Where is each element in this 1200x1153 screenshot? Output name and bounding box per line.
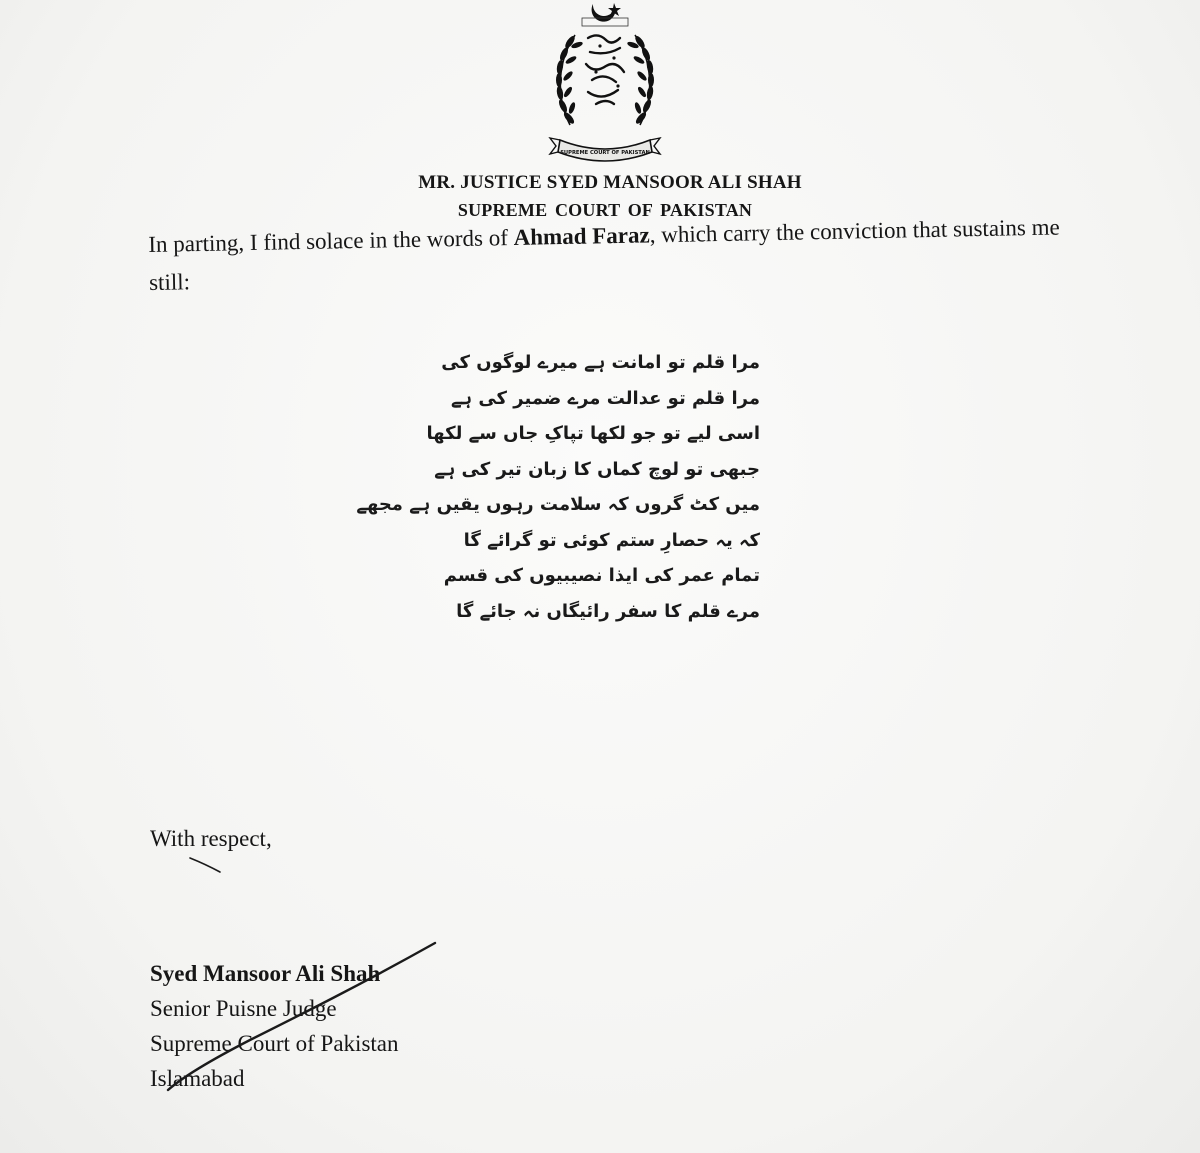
poem-line: میں کٹ گروں کہ سلامت رہوں یقیں ہے مجھے: [356, 494, 760, 515]
intro-text-after: , which carry the conviction that sustains me still:: [148, 214, 1060, 295]
signatory-city: Islamabad: [150, 1066, 245, 1091]
poem-line: مرا قلم تو امانت ہے میرے لوگوں کی: [441, 352, 760, 373]
poem-line: مرا قلم تو عدالت مرے ضمیر کی ہے: [450, 387, 760, 409]
poem-line: تمام عمر کی ایذا نصیبیوں کی قسم: [443, 565, 760, 586]
emblem-band-text: SUPREME COURT OF PAKISTAN: [560, 150, 650, 156]
poet-name: Ahmad Faraz: [513, 222, 650, 250]
poem-line: اسی لیے تو جو لکھا تپاکِ جاں سے لکھا: [426, 423, 760, 444]
closing-salutation: With respect,: [150, 826, 272, 851]
letterhead-court: SUPREME COURT OF PAKISTAN: [457, 200, 753, 220]
poem-line: مرے قلم کا سفر رائیگاں نہ جائے گا: [456, 600, 760, 622]
signatory-court: Supreme Court of Pakistan: [150, 1031, 399, 1056]
intro-text-before: In parting, I find solace in the words of: [148, 224, 514, 257]
signatory-name: Syed Mansoor Ali Shah: [150, 961, 381, 986]
poem-line: جبھی تو لوچ کماں کا زبان تیر کی ہے: [434, 458, 760, 480]
supreme-court-emblem-icon: [530, 0, 680, 168]
signature-block: [150, 956, 399, 1096]
letterhead-name: MR. JUSTICE SYED MANSOOR ALI SHAH: [418, 172, 802, 193]
intro-paragraph: [148, 208, 1099, 302]
poem-line: کہ یہ حصارِ ستم کوئی تو گرائے گا: [463, 529, 760, 551]
urdu-poem: [356, 345, 760, 629]
signatory-title: Senior Puisne Judge: [150, 996, 337, 1021]
